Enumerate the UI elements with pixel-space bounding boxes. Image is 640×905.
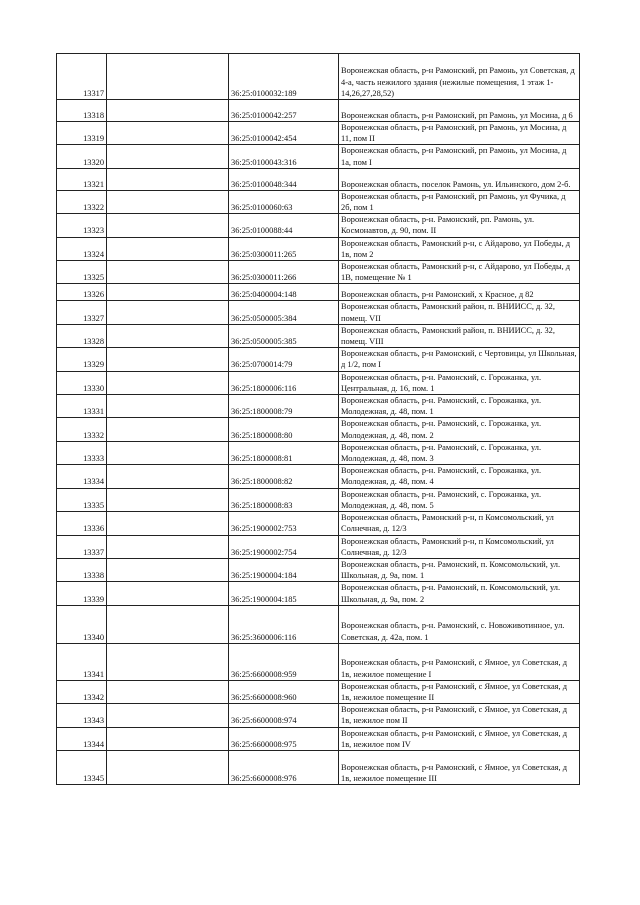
cadastral-number: 36:25:1900004:185 [229, 582, 339, 605]
empty-cell [107, 214, 229, 237]
empty-cell [107, 643, 229, 680]
table-row [57, 214, 580, 237]
empty-cell [107, 371, 229, 394]
address-cell: Воронежская область, р-н Рамонский, с Ямное, ул Советская, д 1в, нежилое помещение II [339, 680, 580, 703]
table-row [57, 190, 580, 213]
cadastral-number: 36:25:1800008:82 [229, 465, 339, 488]
row-number: 13333 [57, 441, 107, 464]
address-cell: Воронежская область, р-н. Рамонский, с. Горожанка, ул. Молодежная, д. 48, пом. 1 [339, 395, 580, 418]
row-number: 13322 [57, 190, 107, 213]
empty-cell [107, 122, 229, 145]
row-number: 13330 [57, 371, 107, 394]
empty-cell [107, 324, 229, 347]
cadastral-number: 36:25:0100043:316 [229, 145, 339, 168]
row-number: 13335 [57, 488, 107, 511]
empty-cell [107, 680, 229, 703]
address-cell: Воронежская область, Рамонский р-н, п Комсомольский, ул Солнечная, д. 12/3 [339, 512, 580, 535]
table-row [57, 371, 580, 394]
table-row [57, 488, 580, 511]
empty-cell [107, 54, 229, 100]
row-number: 13324 [57, 237, 107, 260]
row-number: 13334 [57, 465, 107, 488]
empty-cell [107, 301, 229, 324]
table-row [57, 535, 580, 558]
address-cell: Воронежская область, поселок Рамонь, ул. Ильинского, дом 2-б. [339, 168, 580, 190]
table-row [57, 301, 580, 324]
address-cell: Воронежская область, Рамонский р-н, с Айдарово, ул Победы, д 1в, пом 2 [339, 237, 580, 260]
empty-cell [107, 582, 229, 605]
empty-cell [107, 190, 229, 213]
cadastral-number: 36:25:0700014:79 [229, 348, 339, 371]
empty-cell [107, 488, 229, 511]
cadastral-number: 36:25:1800008:81 [229, 441, 339, 464]
empty-cell [107, 535, 229, 558]
cadastral-number: 36:25:6600008:974 [229, 704, 339, 727]
row-number: 13343 [57, 704, 107, 727]
empty-cell [107, 168, 229, 190]
row-number: 13327 [57, 301, 107, 324]
row-number: 13340 [57, 605, 107, 643]
row-number: 13321 [57, 168, 107, 190]
table-row [57, 704, 580, 727]
register-table-body [57, 54, 580, 785]
cadastral-number: 36:25:6600008:975 [229, 727, 339, 750]
row-number: 13345 [57, 750, 107, 784]
row-number: 13342 [57, 680, 107, 703]
cadastral-number: 36:25:1900002:753 [229, 512, 339, 535]
cadastral-number: 36:25:1900002:754 [229, 535, 339, 558]
row-number: 13331 [57, 395, 107, 418]
register-table [56, 53, 580, 785]
table-row [57, 750, 580, 784]
address-cell: Воронежская область, Рамонский р-н, с Айдарово, ул Победы, д 1В, помещение № 1 [339, 261, 580, 284]
empty-cell [107, 727, 229, 750]
table-row [57, 441, 580, 464]
row-number: 13344 [57, 727, 107, 750]
address-cell: Воронежская область, р-н. Рамонский, с. Горожанка, ул. Молодежная, д. 48, пом. 4 [339, 465, 580, 488]
table-row [57, 582, 580, 605]
cadastral-number: 36:25:0500005:385 [229, 324, 339, 347]
address-cell: Воронежская область, р-н. Рамонский, с. Горожанка, ул. Молодежная, д. 48, пом. 5 [339, 488, 580, 511]
table-row [57, 237, 580, 260]
table-row [57, 395, 580, 418]
address-cell: Воронежская область, р-н Рамонский, х Красное, д 82 [339, 284, 580, 301]
address-cell: Воронежская область, р-н Рамонский, с Ямное, ул Советская, д 1в, нежилое пом II [339, 704, 580, 727]
cadastral-number: 36:25:0300011:266 [229, 261, 339, 284]
address-cell: Воронежская область, Рамонский район, п. ВНИИСС, д. 32, помещ. VIII [339, 324, 580, 347]
empty-cell [107, 441, 229, 464]
address-cell: Воронежская область, р-н Рамонский, рп Рамонь, ул Мосина, д 11, пом II [339, 122, 580, 145]
cadastral-number: 36:25:6600008:976 [229, 750, 339, 784]
address-cell: Воронежская область, р-н. Рамонский, рп. Рамонь, ул. Космонавтов, д. 90, пом. II [339, 214, 580, 237]
table-row [57, 122, 580, 145]
cadastral-number: 36:25:0400004:148 [229, 284, 339, 301]
table-row [57, 284, 580, 301]
row-number: 13319 [57, 122, 107, 145]
cadastral-number: 36:25:1800008:83 [229, 488, 339, 511]
row-number: 13339 [57, 582, 107, 605]
cadastral-number: 36:25:0100088:44 [229, 214, 339, 237]
row-number: 13318 [57, 100, 107, 122]
empty-cell [107, 704, 229, 727]
cadastral-number: 36:25:1800006:116 [229, 371, 339, 394]
table-row [57, 54, 580, 100]
empty-cell [107, 558, 229, 581]
table-row [57, 261, 580, 284]
table-row [57, 145, 580, 168]
cadastral-number: 36:25:1900004:184 [229, 558, 339, 581]
address-cell: Воронежская область, р-н. Рамонский, с. Горожанка, ул. Молодежная, д. 48, пом. 2 [339, 418, 580, 441]
row-number: 13317 [57, 54, 107, 100]
table-row [57, 605, 580, 643]
address-cell: Воронежская область, р-н Рамонский, рп Рамонь, ул Советская, д 4-а, часть нежилого здания (нежилые помещения, 1 этаж 1-14,26,27,28,52) [339, 54, 580, 100]
empty-cell [107, 512, 229, 535]
cadastral-number: 36:25:0500005:384 [229, 301, 339, 324]
empty-cell [107, 237, 229, 260]
table-row [57, 727, 580, 750]
cadastral-number: 36:25:0100042:454 [229, 122, 339, 145]
empty-cell [107, 750, 229, 784]
empty-cell [107, 348, 229, 371]
row-number: 13323 [57, 214, 107, 237]
address-cell: Воронежская область, р-н Рамонский, с Ямное, ул Советская, д 1в, нежилое помещение III [339, 750, 580, 784]
address-cell: Воронежская область, р-н Рамонский, с Чертовицы, ул Школьная, д 1/2, пом I [339, 348, 580, 371]
row-number: 13325 [57, 261, 107, 284]
empty-cell [107, 100, 229, 122]
address-cell: Воронежская область, р-н. Рамонский, с. Горожанка, ул. Молодежная, д. 48, пом. 3 [339, 441, 580, 464]
cadastral-number: 36:25:6600008:960 [229, 680, 339, 703]
cadastral-number: 36:25:0100048:344 [229, 168, 339, 190]
address-cell: Воронежская область, р-н Рамонский, с Ямное, ул Советская, д 1в, нежилое помещение I [339, 643, 580, 680]
table-row [57, 465, 580, 488]
empty-cell [107, 145, 229, 168]
row-number: 13332 [57, 418, 107, 441]
address-cell: Воронежская область, Рамонский район, п. ВНИИСС, д. 32, помещ. VII [339, 301, 580, 324]
address-cell: Воронежская область, Рамонский р-н, п Комсомольский, ул Солнечная, д. 12/3 [339, 535, 580, 558]
table-row [57, 680, 580, 703]
row-number: 13336 [57, 512, 107, 535]
cadastral-number: 36:25:0100060:63 [229, 190, 339, 213]
cadastral-number: 36:25:3600006:116 [229, 605, 339, 643]
table-row [57, 100, 580, 122]
cadastral-number: 36:25:0100032:189 [229, 54, 339, 100]
row-number: 13329 [57, 348, 107, 371]
row-number: 13338 [57, 558, 107, 581]
address-cell: Воронежская область, р-н Рамонский, с Ямное, ул Советская, д 1в, нежилое пом IV [339, 727, 580, 750]
empty-cell [107, 284, 229, 301]
address-cell: Воронежская область, р-н. Рамонский, с. Горожанка, ул. Центральная, д. 16, пом. 1 [339, 371, 580, 394]
empty-cell [107, 465, 229, 488]
address-cell: Воронежская область, р-н. Рамонский, с. Новоживотинное, ул. Советская, д. 42а, пом. 1 [339, 605, 580, 643]
table-row [57, 348, 580, 371]
empty-cell [107, 605, 229, 643]
address-cell: Воронежская область, р-н Рамонский, рп Рамонь, ул Мосина, д 1а, пом I [339, 145, 580, 168]
address-cell: Воронежская область, р-н Рамонский, рп Рамонь, ул Мосина, д 6 [339, 100, 580, 122]
empty-cell [107, 395, 229, 418]
table-row [57, 643, 580, 680]
row-number: 13320 [57, 145, 107, 168]
table-row [57, 512, 580, 535]
table-row [57, 558, 580, 581]
address-cell: Воронежская область, р-н. Рамонский, п. Комсомольский, ул. Школьная, д. 9а, пом. 2 [339, 582, 580, 605]
row-number: 13328 [57, 324, 107, 347]
cadastral-number: 36:25:6600008:959 [229, 643, 339, 680]
table-row [57, 418, 580, 441]
address-cell: Воронежская область, р-н Рамонский, рп Рамонь, ул Фучика, д 2б, пом 1 [339, 190, 580, 213]
cadastral-number: 36:25:1800008:79 [229, 395, 339, 418]
cadastral-number: 36:25:1800008:80 [229, 418, 339, 441]
address-cell: Воронежская область, р-н. Рамонский, п. Комсомольский, ул. Школьная, д. 9а, пом. 1 [339, 558, 580, 581]
empty-cell [107, 418, 229, 441]
row-number: 13341 [57, 643, 107, 680]
row-number: 13326 [57, 284, 107, 301]
table-row [57, 168, 580, 190]
cadastral-number: 36:25:0100042:257 [229, 100, 339, 122]
table-row [57, 324, 580, 347]
empty-cell [107, 261, 229, 284]
row-number: 13337 [57, 535, 107, 558]
cadastral-number: 36:25:0300011:265 [229, 237, 339, 260]
